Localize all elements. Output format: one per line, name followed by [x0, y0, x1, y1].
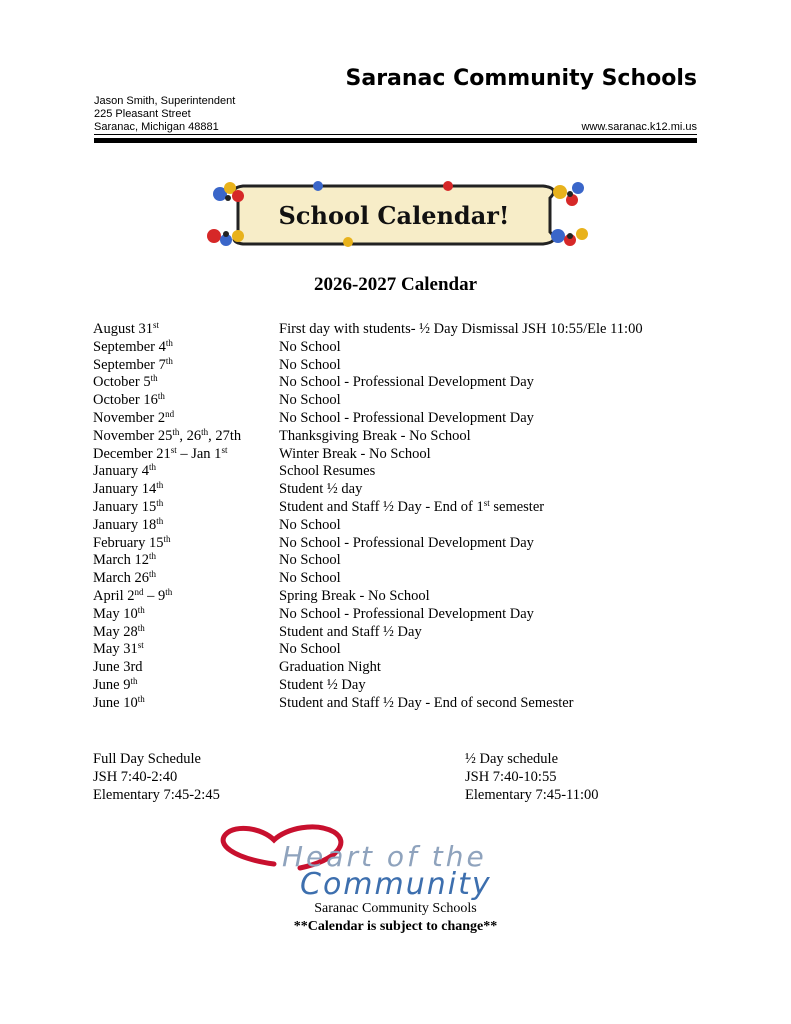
event-row	[93, 339, 733, 357]
event-description-text: No School	[279, 338, 341, 355]
event-date-suffix: th	[165, 337, 173, 348]
event-date-text: June 3rd	[93, 659, 143, 676]
event-date-suffix: th	[165, 586, 173, 597]
event-row	[93, 446, 733, 464]
event-row	[93, 588, 733, 606]
event-date	[93, 659, 143, 677]
event-description	[279, 641, 341, 659]
website-link[interactable]: www.saranac.k12.mi.us	[581, 121, 697, 133]
logo-line-2: Community	[300, 867, 492, 902]
event-row	[93, 410, 733, 428]
event-date-suffix: th	[156, 515, 164, 526]
event-date-suffix: st	[153, 320, 160, 330]
event-description	[279, 481, 362, 499]
event-date-suffix: th	[156, 480, 164, 491]
half-day-schedule	[465, 750, 599, 804]
event-description-text: Winter Break - No School	[279, 445, 431, 462]
event-date-text: January 18	[93, 516, 157, 533]
event-description	[279, 410, 534, 428]
footer-school-name: Saranac Community Schools	[314, 901, 477, 916]
event-description	[279, 517, 341, 535]
event-date-text: April 2	[93, 587, 135, 604]
event-date	[93, 481, 163, 499]
event-date	[93, 374, 158, 392]
half-day-jsh: JSH 7:40-10:55	[465, 769, 557, 785]
event-row	[93, 517, 733, 535]
city-address: Saranac, Michigan 48881	[94, 121, 219, 133]
event-date-extra: – Jan 1	[176, 445, 222, 462]
events-list	[93, 321, 733, 713]
event-description	[279, 428, 471, 446]
half-day-elementary: Elementary 7:45-11:00	[465, 787, 599, 803]
event-description-text: No School	[279, 516, 341, 533]
event-description	[279, 535, 534, 553]
event-date	[93, 357, 173, 375]
event-row	[93, 374, 733, 392]
event-date	[93, 535, 170, 553]
event-date-suffix: th	[165, 355, 173, 366]
event-description	[279, 392, 341, 410]
event-row	[93, 392, 733, 410]
school-name-heading: Saranac Community Schools	[345, 66, 697, 91]
event-description	[279, 357, 341, 375]
event-date-text: May 10	[93, 605, 138, 622]
event-row	[93, 606, 733, 624]
event-row	[93, 659, 733, 677]
event-date-text: March 12	[93, 552, 149, 569]
event-row	[93, 552, 733, 570]
event-date-text: November 25	[93, 427, 173, 444]
event-description-text: School Resumes	[279, 463, 376, 480]
event-date-suffix: nd	[165, 408, 175, 419]
half-day-title: ½ Day schedule	[465, 751, 559, 767]
event-date-text: May 31	[93, 641, 138, 658]
event-date-suffix: th	[137, 693, 145, 704]
banner-text: School Calendar!	[278, 201, 510, 230]
event-date	[93, 570, 156, 588]
event-date-text: November 2	[93, 409, 166, 426]
event-description-text: First day with students- ½ Day Dismissal JSH 10:55/Ele 11:00	[279, 321, 643, 337]
event-description	[279, 321, 643, 339]
event-date-extra: – 9	[143, 587, 166, 604]
header-divider-thin	[94, 134, 697, 135]
event-row	[93, 624, 733, 642]
event-date-suffix: th	[163, 533, 171, 544]
calendar-title: 2026-2027 Calendar	[313, 274, 478, 295]
event-row	[93, 535, 733, 553]
event-date-text: October 5	[93, 374, 151, 391]
logo-line-1: Heart of the	[282, 840, 487, 873]
street-address: 225 Pleasant Street	[94, 108, 191, 120]
event-description-text: Student ½ day	[279, 481, 363, 498]
heart-of-community-logo	[212, 822, 582, 902]
event-description-text: No School	[279, 392, 341, 409]
event-date	[93, 517, 163, 535]
event-date-text: June 10	[93, 694, 138, 711]
event-date	[93, 695, 145, 713]
event-date-suffix: th	[137, 622, 145, 633]
event-date	[93, 410, 174, 428]
event-date-extra: , 27th	[208, 427, 242, 444]
event-date-suffix: st	[221, 444, 228, 455]
event-row	[93, 428, 733, 446]
event-row	[93, 321, 733, 339]
event-description	[279, 659, 381, 677]
event-date-text: January 15	[93, 498, 157, 515]
event-row	[93, 641, 733, 659]
event-date-suffix: th	[148, 551, 156, 562]
full-day-schedule	[93, 750, 220, 804]
school-calendar-banner	[198, 180, 593, 250]
event-date	[93, 446, 227, 464]
event-description	[279, 499, 544, 517]
event-date	[93, 392, 165, 410]
event-date-text: August 31	[93, 321, 154, 337]
event-date-text: December 21	[93, 445, 171, 462]
event-date	[93, 463, 156, 481]
event-date-suffix: th	[201, 426, 209, 437]
event-date-suffix: th	[172, 426, 180, 437]
event-description	[279, 374, 534, 392]
event-description-extra: semester	[489, 498, 545, 515]
event-description-text: No School	[279, 641, 341, 658]
event-date	[93, 588, 172, 606]
event-description-text: No School - Professional Development Day	[279, 374, 534, 391]
event-description	[279, 339, 341, 357]
event-date	[93, 499, 163, 517]
event-row	[93, 695, 733, 713]
event-date-text: September 7	[93, 356, 166, 373]
event-description	[279, 588, 430, 606]
event-date-suffix: th	[137, 604, 145, 615]
event-description	[279, 606, 534, 624]
event-date-text: January 4	[93, 463, 149, 480]
superintendent-line: Jason Smith, Superintendent	[94, 95, 236, 107]
event-date-suffix: th	[130, 675, 138, 686]
event-date	[93, 552, 156, 570]
event-description-text: No School - Professional Development Day	[279, 605, 534, 622]
event-date	[93, 624, 145, 642]
event-date	[93, 428, 241, 446]
event-description-text: Student and Staff ½ Day - End of second Semester	[279, 694, 574, 711]
event-description-text: Student and Staff ½ Day	[279, 623, 422, 640]
event-description	[279, 463, 375, 481]
event-date-suffix: th	[150, 373, 158, 384]
event-description	[279, 552, 341, 570]
event-description-suffix: st	[483, 497, 490, 508]
event-description	[279, 446, 431, 464]
event-date-text: January 14	[93, 481, 157, 498]
event-description-text: Student and Staff ½ Day - End of 1	[279, 498, 484, 515]
event-date-text: June 9	[93, 676, 131, 693]
event-description-text: Student ½ Day	[279, 676, 366, 693]
event-row	[93, 570, 733, 588]
event-date	[93, 606, 145, 624]
event-description	[279, 695, 574, 713]
full-day-jsh: JSH 7:40-2:40	[93, 769, 178, 785]
event-date-suffix: st	[137, 640, 144, 651]
event-date-text: May 28	[93, 623, 138, 640]
event-date-suffix: th	[157, 391, 165, 402]
event-description-text: No School	[279, 570, 341, 587]
event-date-text: February 15	[93, 534, 164, 551]
header-divider-thick	[94, 138, 697, 143]
event-date-text: March 26	[93, 570, 149, 587]
footer-disclaimer: **Calendar is subject to change**	[293, 919, 498, 934]
event-date-extra: , 26	[179, 427, 202, 444]
event-date	[93, 339, 173, 357]
event-date-text: October 16	[93, 392, 158, 409]
event-row	[93, 463, 733, 481]
event-date-suffix: th	[148, 462, 156, 473]
event-description-text: Spring Break - No School	[279, 587, 430, 604]
event-description-text: No School - Professional Development Day	[279, 534, 534, 551]
event-date	[93, 677, 137, 695]
event-row	[93, 357, 733, 375]
event-description-text: No School	[279, 552, 341, 569]
event-description	[279, 624, 422, 642]
event-date-suffix: nd	[134, 586, 144, 597]
event-description-text: Graduation Night	[279, 659, 381, 676]
event-description-text: No School - Professional Development Day	[279, 409, 534, 426]
event-row	[93, 499, 733, 517]
event-description	[279, 677, 366, 695]
event-description-text: No School	[279, 356, 341, 373]
event-description	[279, 570, 341, 588]
event-date-text: September 4	[93, 338, 166, 355]
event-description-text: Thanksgiving Break - No School	[279, 427, 471, 444]
event-date	[93, 321, 159, 339]
event-row	[93, 677, 733, 695]
event-row	[93, 481, 733, 499]
full-day-title: Full Day Schedule	[93, 751, 201, 767]
event-date-suffix: th	[148, 569, 156, 580]
event-date	[93, 641, 144, 659]
full-day-elementary: Elementary 7:45-2:45	[93, 787, 220, 803]
event-date-suffix: th	[156, 497, 164, 508]
event-date-suffix: st	[170, 444, 177, 455]
